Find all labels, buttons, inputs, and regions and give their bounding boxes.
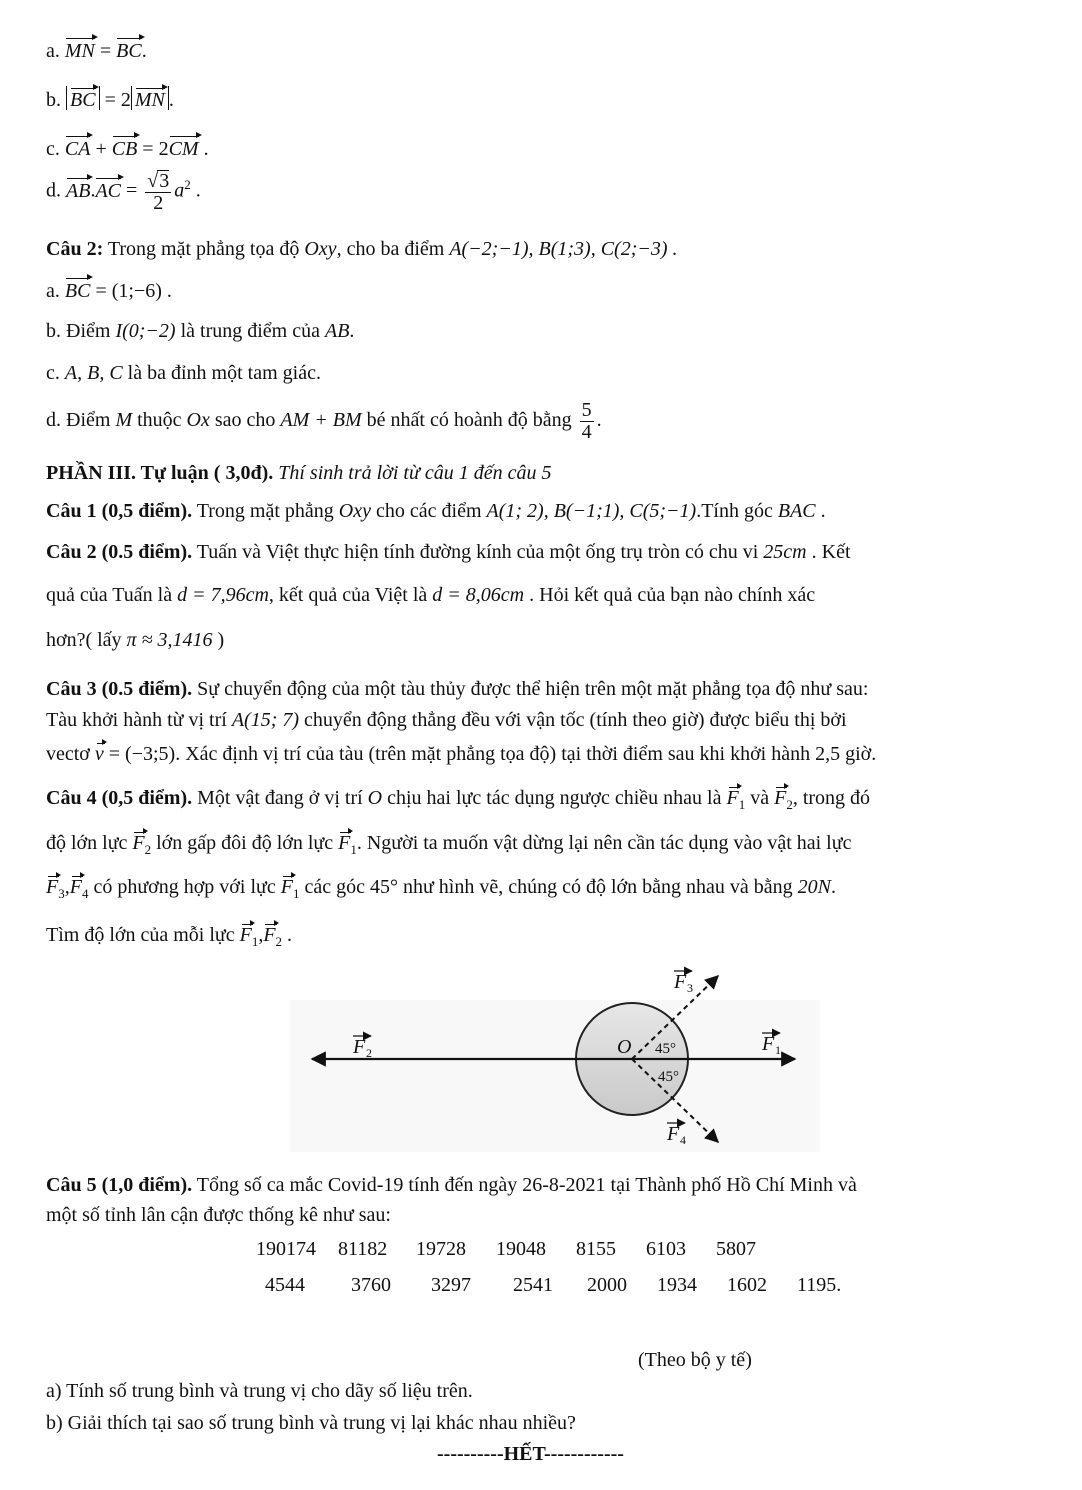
fraction-5-over-4: $\frac{5}{4}$ xyxy=(581,399,592,443)
q1-option-b: b. BC = 2 MN . xyxy=(46,86,1062,112)
essay-q5-line1: Câu 5 (1,0 điểm). Tổng số ca mắc Covid-19 tính đến ngày 26-8-2021 tại Thành phố Hồ Chí Minh và xyxy=(46,1174,857,1196)
essay-q5-part-a: a) Tính số trung bình và trung vị cho dãy số liệu trên. xyxy=(46,1380,473,1402)
data-value: 3297 xyxy=(431,1274,471,1296)
essay-q4-line3: $F_3,F_4$ có phương hợp với lực $F_1$ các góc 45° như hình vẽ, chúng có độ lớn bằng nhau và bằng 20N. xyxy=(46,876,836,901)
data-value: 5807 xyxy=(716,1238,756,1260)
data-value: 1195. xyxy=(797,1274,842,1296)
essay-q5-part-b: b) Giải thích tại sao số trung bình và trung vị lại khác nhau nhiều? xyxy=(46,1412,576,1434)
fraction-sqrt3-over-2: $\frac{√3}{2}$ xyxy=(147,170,170,214)
data-value: 81182 xyxy=(338,1238,388,1260)
svg-text:3: 3 xyxy=(687,981,693,995)
data-value: 2541 xyxy=(513,1274,553,1296)
diagram-scan-background xyxy=(290,1000,820,1152)
force-diagram xyxy=(290,958,820,1156)
svg-text:4: 4 xyxy=(680,1133,686,1147)
vector-bc: BC xyxy=(116,40,142,62)
svg-text:2: 2 xyxy=(366,1046,372,1060)
end-marker: ----------HẾT------------ xyxy=(437,1443,624,1465)
q2-option-a: a. BC = (1;−6) . xyxy=(46,280,172,302)
data-value: 8155 xyxy=(576,1238,616,1260)
essay-q4-line4: Tìm độ lớn của mỗi lực $F_1,F_2$ . xyxy=(46,924,293,949)
data-source: (Theo bộ y tế) xyxy=(638,1349,752,1371)
data-value: 4544 xyxy=(265,1274,305,1296)
data-row-1 xyxy=(256,1238,786,1261)
part3-heading: PHẦN III. Tự luận ( 3,0đ). Thí sinh trả lời từ câu 1 đến câu 5 xyxy=(46,462,552,484)
essay-q2-line3: hơn?( lấy π ≈ 3,1416 ) xyxy=(46,629,225,651)
essay-q3-line3: vectơ v = (−3;5). Xác định vị trí của tàu (trên mặt phẳng tọa độ) tại thời điểm sau khi khởi hành 2,5 giờ. xyxy=(46,743,877,765)
essay-q1: Câu 1 (0,5 điểm). Trong mặt phẳng Oxy cho các điểm A(1; 2), B(−1;1), C(5;−1).Tính góc BAC . xyxy=(46,500,826,522)
svg-text:F: F xyxy=(353,1036,366,1058)
data-row-2 xyxy=(265,1274,857,1297)
data-value: 190174 xyxy=(256,1238,316,1260)
q2-option-b: b. Điểm I(0;−2) là trung điểm của AB. xyxy=(46,320,355,342)
svg-text:F: F xyxy=(674,971,687,993)
data-value: 6103 xyxy=(646,1238,686,1260)
svg-text:1: 1 xyxy=(775,1043,781,1057)
vector-mn: MN xyxy=(64,40,95,62)
q1-option-a: a. MN = BC. xyxy=(46,40,147,62)
data-value: 2000 xyxy=(587,1274,627,1296)
data-value: 19048 xyxy=(496,1238,546,1260)
angle-bottom-label: 45° xyxy=(658,1069,679,1085)
data-value: 1934 xyxy=(657,1274,697,1296)
f3-label xyxy=(673,971,693,995)
essay-q5-line2: một số tỉnh lân cận được thống kê như sau: xyxy=(46,1204,391,1226)
essay-q4-line1: Câu 4 (0,5 điểm). Một vật đang ở vị trí O chịu hai lực tác dụng ngược chiều nhau là $F_1$ và $F_2$, trong đó xyxy=(46,787,871,812)
point-o-label: O xyxy=(617,1036,632,1058)
q2-option-d: d. Điểm M thuộc Ox sao cho AM + BM bé nhất có hoành độ bằng $\frac{5}{4}$ . xyxy=(46,399,602,443)
essay-q2-line1: Câu 2 (0.5 điểm). Tuấn và Việt thực hiện tính đường kính của một ống trụ tròn có chu vi 25cm . Kết xyxy=(46,541,851,563)
svg-text:F: F xyxy=(762,1033,775,1055)
data-value: 1602 xyxy=(727,1274,767,1296)
essay-q4-line2: độ lớn lực $F_2$ lớn gấp đôi độ lớn lực $F_1$. Người ta muốn vật dừng lại nên cần tác dụng vào vật hai lực xyxy=(46,832,852,857)
svg-text:F: F xyxy=(667,1123,680,1145)
data-value: 3760 xyxy=(351,1274,391,1296)
q2-stem: Câu 2: Trong mặt phẳng tọa độ Oxy, cho ba điểm A(−2;−1), B(1;3), C(2;−3) . xyxy=(46,238,678,260)
q1-option-c: c. CA + CB = 2CM . xyxy=(46,138,209,160)
q2-option-c: c. A, B, C là ba đỉnh một tam giác. xyxy=(46,362,321,384)
vector-v: v xyxy=(94,743,104,765)
q1-option-d: d. AB.AC = $\frac{√3}{2}$ $a^2$ . xyxy=(46,170,201,214)
essay-q3-line2: Tàu khởi hành từ vị trí A(15; 7) chuyển động thẳng đều với vận tốc (tính theo giờ) được biểu thị bởi xyxy=(46,709,847,731)
angle-top-label: 45° xyxy=(655,1041,676,1057)
data-value: 19728 xyxy=(416,1238,466,1260)
essay-q3-line1: Câu 3 (0.5 điểm). Sự chuyển động của một tàu thủy được thể hiện trên một mặt phẳng tọa độ như sau: xyxy=(46,678,869,700)
essay-q2-line2: quả của Tuấn là d = 7,96cm, kết quả của Việt là d = 8,06cm . Hỏi kết quả của bạn nào chính xác xyxy=(46,584,816,606)
